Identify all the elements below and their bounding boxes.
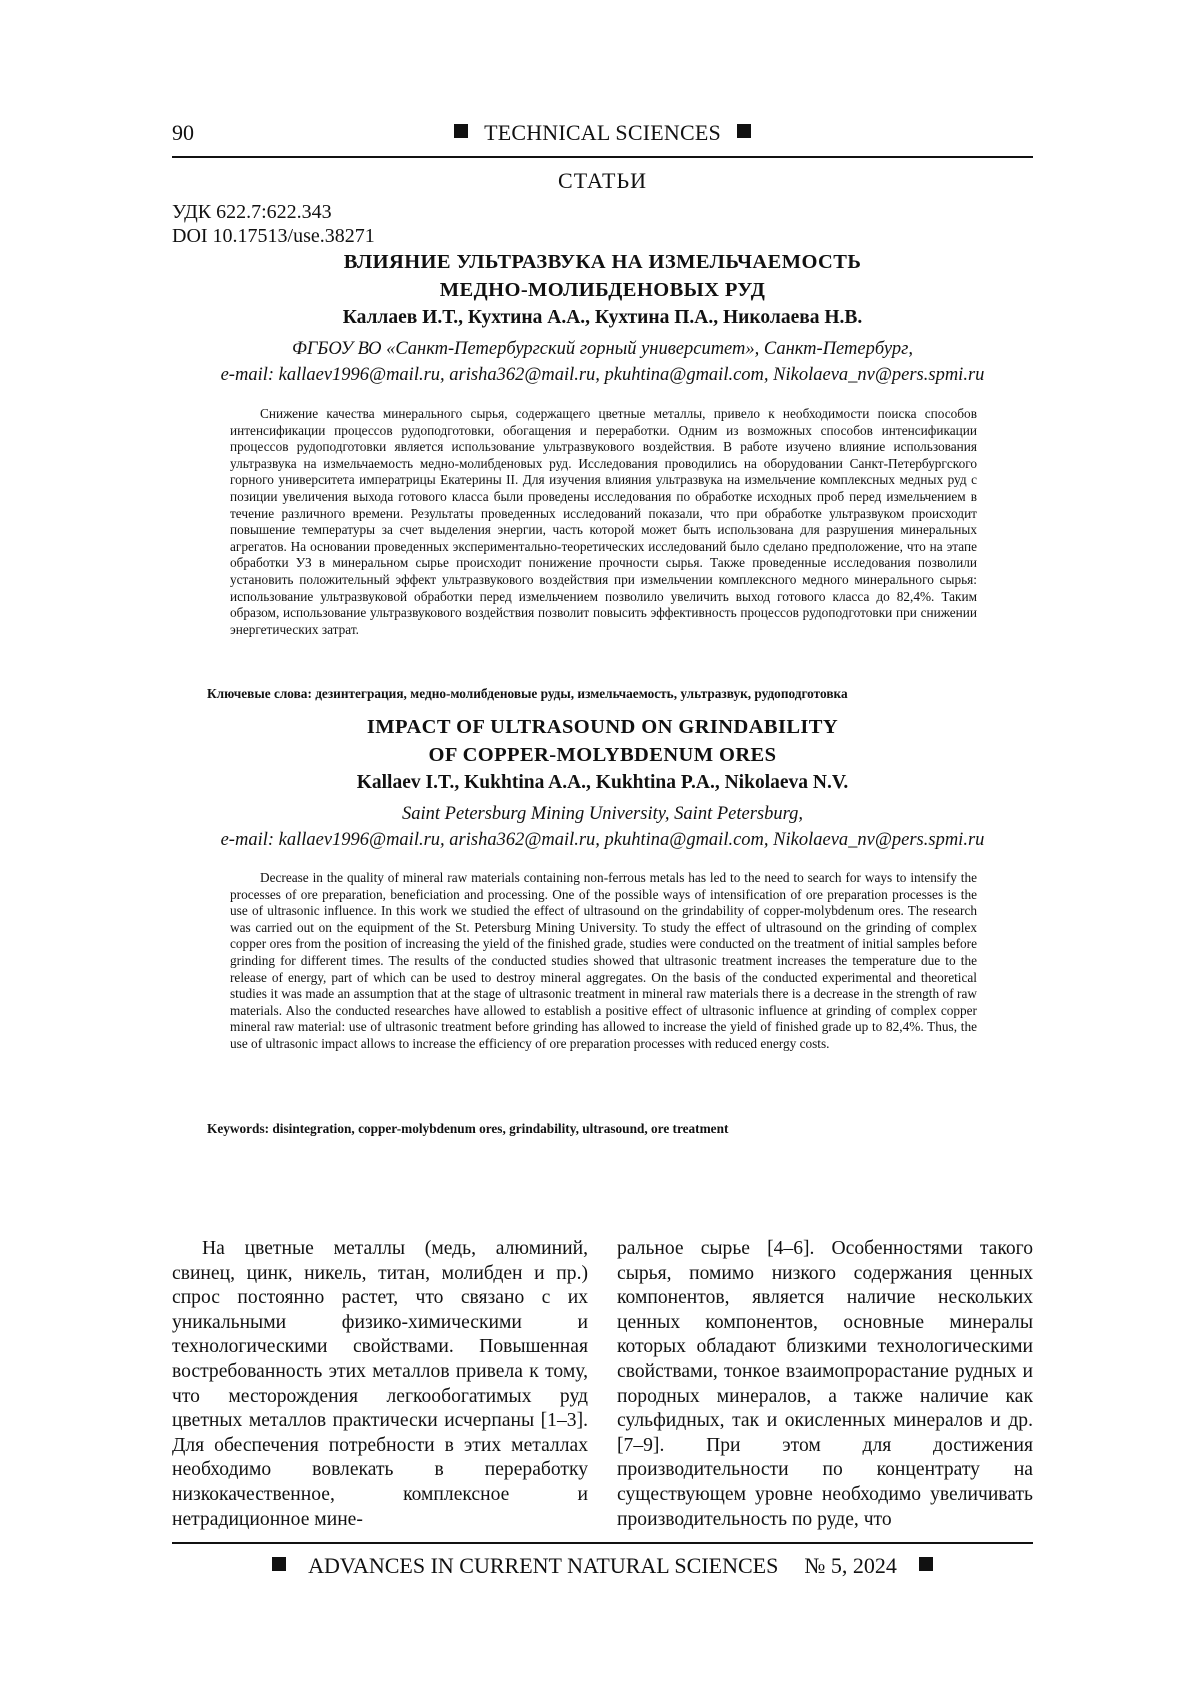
- authors-en: Kallaev I.T., Kukhtina A.A., Kukhtina P.A., Nikolaeva N.V.: [172, 772, 1033, 794]
- square-bullet-icon: [454, 124, 468, 138]
- affiliation-en: [172, 801, 1033, 853]
- journal-name: ADVANCES IN CURRENT NATURAL SCIENCES: [308, 1553, 778, 1578]
- affiliation-ru: [172, 336, 1033, 388]
- title-en: [172, 713, 1033, 769]
- affiliation-en-org: Saint Petersburg Mining University, Saint Petersburg,: [172, 801, 1033, 827]
- title-en-line1: IMPACT OF ULTRASOUND ON GRINDABILITY: [172, 713, 1033, 741]
- affiliation-ru-org: ФГБОУ ВО «Санкт-Петербургский горный университет», Санкт-Петербург,: [172, 336, 1033, 362]
- running-footer: [172, 1553, 1033, 1579]
- title-ru-line2: МЕДНО-МОЛИБДЕНОВЫХ РУД: [172, 276, 1033, 304]
- section-title-text: TECHNICAL SCIENCES: [484, 120, 721, 145]
- header-rule: [172, 156, 1033, 158]
- authors-ru: Каллаев И.Т., Кухтина А.А., Кухтина П.А., Николаева Н.В.: [172, 307, 1033, 329]
- journal-page: [0, 0, 1200, 1697]
- abstract-en: Decrease in the quality of mineral raw materials containing non-ferrous metals has led to the need to search for ways to intensify the processes of ore preparation, beneficiation and processing. One of the possible ways of intensification of ore preparation processes is the use of ultrasonic influence. In this work we studied the effect of ultrasound on the grindability of copper-molybdenum ores. The research was carried out on the equipment of the St. Petersburg Mining University. To study the effect of ultrasound on the grinding of complex copper ores from the position of increasing the yield of the finished grade, studies were conducted on the treatment of initial samples before grinding for different times. The results of the conducted studies showed that ultrasonic treatment increases the temperature due to the release of energy, part of which can be used to destroy mineral aggregates. On the basis of the conducted experimental and theoretical studies it was made an assumption that at the stage of ultrasonic treatment in mineral raw materials there is a decrease in the strength of raw materials. Also the conducted researches have allowed to establish a positive effect of ultrasonic influence at grinding of complex copper mineral raw material: use of ultrasonic treatment before grinding has allowed to increase the yield of finished grade up to 82,4%. Thus, the use of ultrasonic impact allows to increase the efficiency of ore preparation processes with reduced energy costs.: [230, 870, 977, 1053]
- doi: DOI 10.17513/use.38271: [172, 224, 375, 248]
- keywords-en: Keywords: disintegration, copper-molybdenum ores, grindability, ultrasound, ore treatment: [207, 1121, 1007, 1137]
- title-en-line2: OF COPPER-MOLYBDENUM ORES: [172, 741, 1033, 769]
- title-ru: [172, 248, 1033, 304]
- affiliation-ru-emails: e-mail: kallaev1996@mail.ru, arisha362@mail.ru, pkuhtina@gmail.com, Nikolaeva_nv@pers.spmi.ru: [172, 362, 1033, 388]
- footer-rule: [172, 1542, 1033, 1544]
- square-bullet-icon: [919, 1557, 933, 1571]
- affiliation-en-emails: e-mail: kallaev1996@mail.ru, arisha362@mail.ru, pkuhtina@gmail.com, Nikolaeva_nv@pers.spmi.ru: [172, 827, 1033, 853]
- keywords-ru: Ключевые слова: дезинтеграция, медно-молибденовые руды, измельчаемость, ультразвук, рудоподготовка: [207, 686, 1007, 702]
- square-bullet-icon: [272, 1557, 286, 1571]
- udc-code: УДК 622.7:622.343: [172, 200, 375, 224]
- rubric: СТАТЬИ: [172, 168, 1033, 194]
- section-title: [172, 120, 1033, 146]
- abstract-ru: Снижение качества минерального сырья, содержащего цветные металлы, привело к необходимости поиска способов интенсификации процессов рудоподготовки, обогащения и переработки. Одним из возможных способов интенсификации процессов рудоподготовки является использование ультразвукового воздействия. В работе изучено влияние использования ультразвука на измельчаемость медно-молибденовых руд. Исследования проводились на оборудовании Санкт-Петербургского горного университета императрицы Екатерины II. Для изучения влияния ультразвука на измельчение комплексных медных руд с позиции увеличения выхода готового класса были проведены исследования по обработке исходных проб перед измельчением в течение различного времени. Результаты проведенных исследований показали, что при обработке ультразвуком происходит повышение температуры за счет выделения энергии, часть которой может быть использована для разрушения минеральных агрегатов. На основании проведенных экспериментально-теоретических исследований было сделано предположение, что на этапе обработки УЗ в минеральном сырье происходит понижение прочности сырья. Также проведенные исследования позволили установить положительный эффект ультразвукового воздействия при измельчении комплексного медного минерального сырья: использование ультразвуковой обработки перед измельчением позволило увеличить выход готового класса до 82,4%. Таким образом, использование ультразвукового воздействия позволит повысить эффективность процессов рудоподготовки при снижении энергетических затрат.: [230, 406, 977, 638]
- square-bullet-icon: [737, 124, 751, 138]
- page-number: 90: [172, 120, 194, 146]
- body-column-right: ральное сырье [4–6]. Особенностями такого сырья, помимо низкого содержания ценных компонентов, является наличие нескольких ценных компонентов, основные минералы которых обладают близкими технологическими свойствами, тонкое взаимопрорастание рудных и породных минералов, а также наличие как сульфидных, так и окисленных минералов и др. [7–9]. При этом для достижения производительности по концентрату на существующем уровне необходимо увеличивать производительность по руде, что: [617, 1237, 1033, 1532]
- article-identifiers: [172, 200, 375, 248]
- title-ru-line1: ВЛИЯНИЕ УЛЬТРАЗВУКА НА ИЗМЕЛЬЧАЕМОСТЬ: [172, 248, 1033, 276]
- body-column-left: На цветные металлы (медь, алюминий, свинец, цинк, никель, титан, молибден и пр.) спрос постоянно растет, что связано с их уникальными физико-химическими и технологическими свойствами. Повышенная востребованность этих металлов привела к тому, что месторождения легкообогатимых руд цветных металлов практически исчерпаны [1–3]. Для обеспечения потребности в этих металлах необходимо вовлекать в переработку низкокачественное, комплексное и нетрадиционное мине-: [172, 1237, 588, 1532]
- running-header: [172, 120, 1033, 154]
- issue-number: № 5, 2024: [804, 1553, 897, 1578]
